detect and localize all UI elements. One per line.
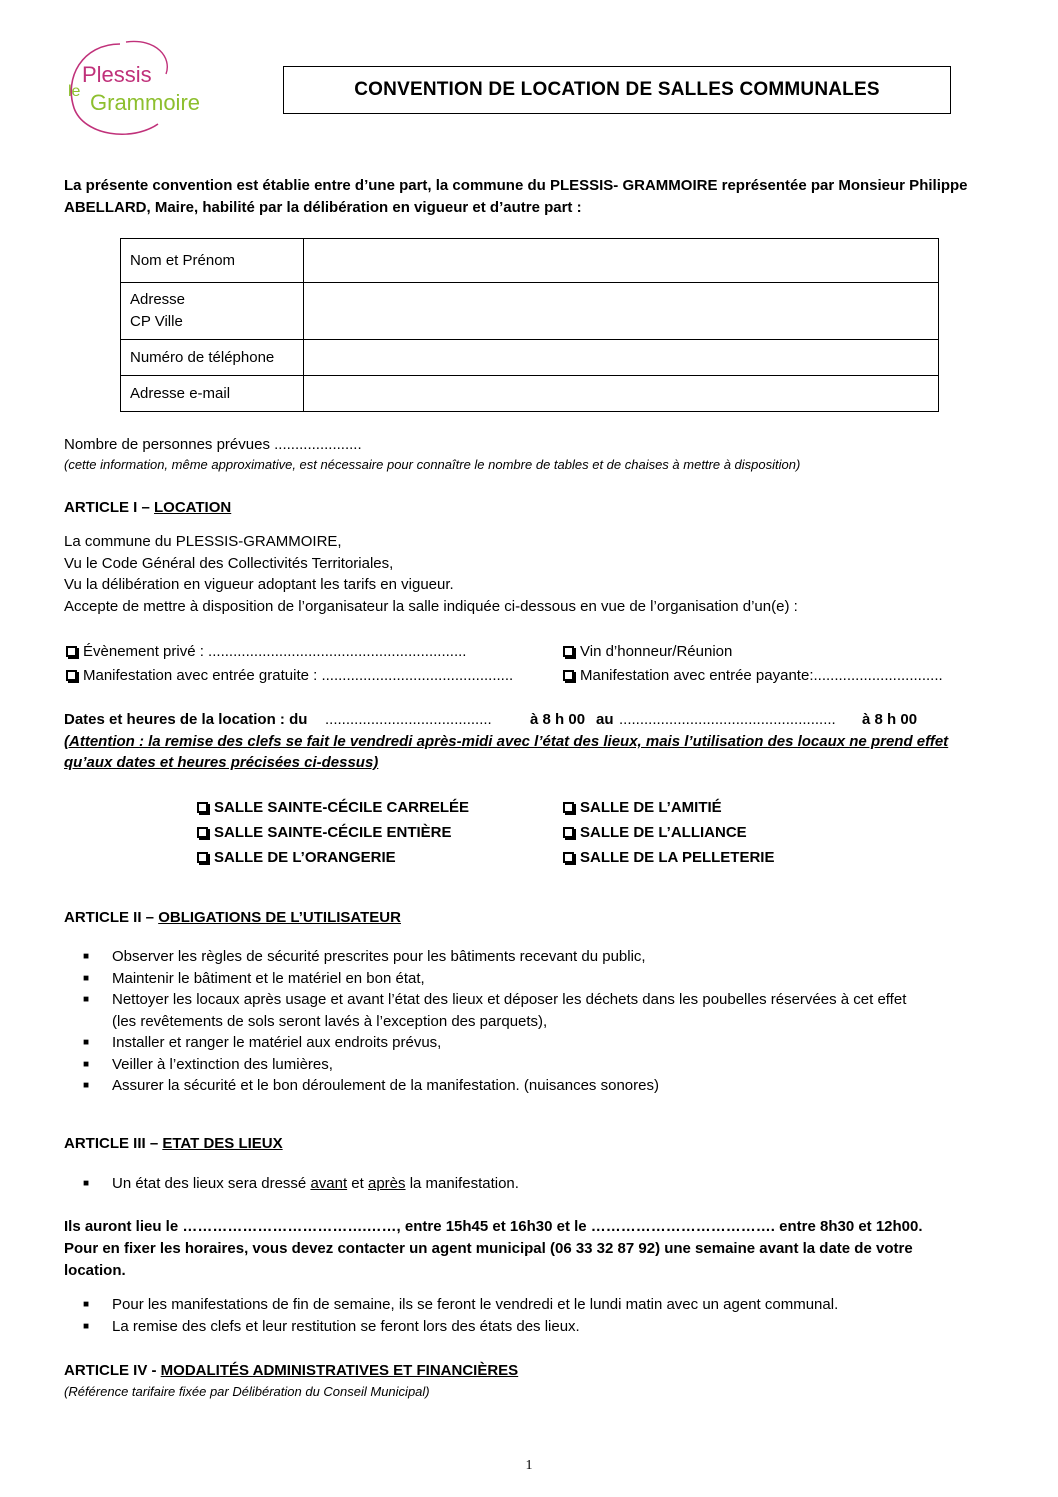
- list-item: [83, 989, 1013, 1011]
- list-item-text: Assurer la sécurité et le bon déroulement de la manifestation. (nuisances sonores): [112, 1077, 659, 1094]
- logo-text-le: le: [68, 83, 81, 100]
- list-item-text: La remise des clefs et leur restitution se feront lors des états des lieux.: [112, 1317, 580, 1335]
- address-label-line2: CP Ville: [130, 313, 183, 330]
- text-part: Un état des lieux sera dressé: [112, 1175, 311, 1192]
- checkbox-icon[interactable]: [563, 852, 574, 863]
- article2-heading: [64, 907, 401, 929]
- hall-label: SALLE SAINTE-CÉCILE CARRELÉE: [214, 799, 470, 816]
- article1-line: Vu la délibération en vigueur adoptant les tarifs en vigueur.: [64, 576, 454, 593]
- event-vin-option[interactable]: [563, 641, 732, 663]
- checkbox-icon[interactable]: [563, 827, 574, 838]
- event-vin-label: Vin d’honneur/Réunion: [580, 643, 733, 660]
- hall-option[interactable]: [197, 849, 396, 866]
- event-free-label: Manifestation avec entrée gratuite : ..............................................: [83, 667, 514, 684]
- list-item-text: Observer les règles de sécurité prescrites pour les bâtiments recevant du public,: [112, 948, 646, 965]
- article1-prefix: ARTICLE I –: [64, 499, 155, 516]
- email-field[interactable]: [304, 376, 939, 412]
- checkbox-icon[interactable]: [66, 646, 77, 657]
- logo-text-grammoire: Grammoire: [90, 90, 201, 115]
- list-item: [83, 1294, 1013, 1316]
- hall-option[interactable]: [563, 824, 747, 841]
- event-paid-option[interactable]: [563, 665, 943, 687]
- list-item: [83, 968, 1013, 990]
- article3-title: ETAT DES LIEUX: [162, 1135, 283, 1152]
- name-field[interactable]: [304, 239, 939, 283]
- list-item: [83, 1032, 1013, 1054]
- text-part-avant: avant: [310, 1175, 348, 1192]
- document-title: CONVENTION DE LOCATION DE SALLES COMMUNALES: [283, 66, 951, 114]
- bullet-icon: ■: [83, 1178, 90, 1189]
- article4-prefix: ARTICLE IV -: [64, 1362, 161, 1379]
- dates-to-dots: ....................................................: [619, 711, 836, 728]
- article2-bullets: [83, 946, 1013, 1097]
- name-label: Nom et Prénom: [121, 239, 304, 283]
- list-item: [83, 1173, 1013, 1195]
- hall-option[interactable]: [197, 824, 452, 841]
- hall-label: SALLE DE L’AMITIÉ: [580, 799, 722, 816]
- dates-from-time: à 8 h 00: [530, 711, 586, 728]
- contact-line1: Pour en fixer les horaires, vous devez contacter un agent municipal (06 33 32 87 92) une semaine avant la date de votre: [64, 1240, 913, 1257]
- bullet-icon: ■: [83, 1080, 90, 1091]
- intro-paragraph: La présente convention est établie entre d’une part, la commune du PLESSIS- GRAMMOIRE représentée par Monsieur Philippe ABELLARD, Maire, habilité par la délibération en vigueur et d’autre part :: [64, 177, 968, 216]
- dates-from-dots: ........................................: [325, 711, 492, 728]
- address-label-line1: Adresse: [130, 291, 186, 308]
- article3-heading: [64, 1133, 283, 1155]
- checkbox-icon[interactable]: [563, 670, 574, 681]
- list-item-text: (les revêtements de sols seront lavés à l’exception des parquets),: [112, 1012, 548, 1030]
- checkbox-icon[interactable]: [197, 802, 208, 813]
- article2-title: OBLIGATIONS DE L’UTILISATEUR: [158, 909, 401, 926]
- hall-label: SALLE DE LA PELLETERIE: [580, 849, 775, 866]
- article2-prefix: ARTICLE II –: [64, 909, 159, 926]
- article1-line: La commune du PLESSIS-GRAMMOIRE,: [64, 533, 342, 550]
- list-item-continuation: [83, 1011, 1013, 1033]
- hall-label: SALLE SAINTE-CÉCILE ENTIÈRE: [214, 824, 452, 841]
- hall-option[interactable]: [197, 799, 469, 816]
- article3-bullet-main: [83, 1173, 1013, 1195]
- list-item: [83, 1054, 1013, 1076]
- list-item-text: Maintenir le bâtiment et le matériel en bon état,: [112, 969, 425, 987]
- keys-warning-line2: qu’aux dates et heures précisées ci-dessus): [64, 754, 379, 771]
- text-part: et: [347, 1175, 368, 1192]
- event-private-label: Évènement privé : ..............................................................: [83, 643, 467, 660]
- phone-label: Numéro de téléphone: [121, 340, 304, 376]
- inspection-dates-line: Ils auront lieu le ……………………………….……, entre 15h45 et 16h30 et le ………………………………. entre 8h30 et 12h00.: [64, 1218, 923, 1235]
- logo-text-plessis: Plessis: [82, 62, 152, 87]
- commune-logo: [62, 38, 222, 142]
- list-item-text: Installer et ranger le matériel aux endroits prévus,: [112, 1034, 442, 1051]
- bullet-icon: ■: [83, 951, 90, 962]
- checkbox-icon[interactable]: [197, 827, 208, 838]
- dates-to-time: à 8 h 00: [862, 711, 918, 728]
- bullet-icon: ■: [83, 1037, 90, 1048]
- keys-warning-line1: (Attention : la remise des clefs se fait le vendredi après-midi avec l’état des lieux, mais l’utilisation des locaux ne prend effet: [64, 733, 949, 750]
- dates-au: au: [596, 711, 614, 728]
- article3-prefix: ARTICLE III –: [64, 1135, 163, 1152]
- dates-label: Dates et heures de la location : du: [64, 711, 308, 728]
- article1-line: Vu le Code Général des Collectivités Territoriales,: [64, 555, 394, 572]
- list-item: [83, 1075, 1013, 1097]
- event-private-option[interactable]: [66, 641, 466, 663]
- hall-option[interactable]: [563, 849, 774, 866]
- article1-heading: [64, 497, 231, 519]
- list-item-text: [112, 1173, 519, 1195]
- event-paid-label: Manifestation avec entrée payante:...............................: [580, 667, 943, 684]
- checkbox-icon[interactable]: [563, 646, 574, 657]
- list-item: [83, 946, 1013, 968]
- bullet-icon: ■: [83, 1299, 90, 1310]
- article4-title: MODALITÉS ADMINISTRATIVES ET FINANCIÈRES: [160, 1362, 519, 1379]
- bullet-icon: ■: [83, 1058, 90, 1070]
- bullet-icon: ■: [83, 972, 90, 984]
- article1-title: LOCATION: [154, 499, 232, 516]
- renter-info-table: [120, 238, 939, 412]
- article1-line: Accepte de mettre à disposition de l’organisateur la salle indiquée ci-dessous en vue de l’organisation d’un(e) :: [64, 598, 798, 615]
- email-label: Adresse e-mail: [121, 376, 304, 412]
- people-count-note: (cette information, même approximative, est nécessaire pour connaître le nombre de tables et de chaises à mettre à disposition): [64, 457, 801, 472]
- table-row: [121, 376, 939, 412]
- checkbox-icon[interactable]: [66, 670, 77, 681]
- text-part-apres: après: [368, 1175, 406, 1192]
- table-row: [121, 340, 939, 376]
- article4-heading: [64, 1360, 518, 1382]
- contact-line2: location.: [64, 1262, 126, 1279]
- people-count-line: Nombre de personnes prévues .....................: [64, 436, 362, 453]
- hall-label: SALLE DE L’ORANGERIE: [214, 849, 396, 866]
- hall-option[interactable]: [563, 799, 722, 816]
- bullet-icon: ■: [83, 1320, 90, 1332]
- table-row: [121, 239, 939, 283]
- bullet-icon: ■: [83, 994, 90, 1005]
- address-field[interactable]: [304, 283, 939, 340]
- list-item-text: Pour les manifestations de fin de semaine, ils se feront le vendredi et le lundi matin avec un agent communal.: [112, 1296, 839, 1313]
- list-item: [83, 1316, 1013, 1338]
- checkbox-icon[interactable]: [563, 802, 574, 813]
- hall-label: SALLE DE L’ALLIANCE: [580, 824, 747, 841]
- list-item-text: Veiller à l’extinction des lumières,: [112, 1055, 333, 1073]
- logo-graphic: [62, 38, 222, 142]
- event-free-option[interactable]: [66, 665, 513, 687]
- table-row: [121, 283, 939, 340]
- checkbox-icon[interactable]: [197, 852, 208, 863]
- phone-field[interactable]: [304, 340, 939, 376]
- article3-bullets: [83, 1294, 1013, 1337]
- list-item-text: Nettoyer les locaux après usage et avant l’état des lieux et déposer les déchets dans les poubelles réservées à cet effet: [112, 991, 907, 1008]
- text-part: la manifestation.: [405, 1175, 519, 1192]
- page-number: 1: [525, 1458, 533, 1473]
- article4-note: (Référence tarifaire fixée par Délibération du Conseil Municipal): [64, 1384, 430, 1399]
- address-label: [121, 283, 304, 340]
